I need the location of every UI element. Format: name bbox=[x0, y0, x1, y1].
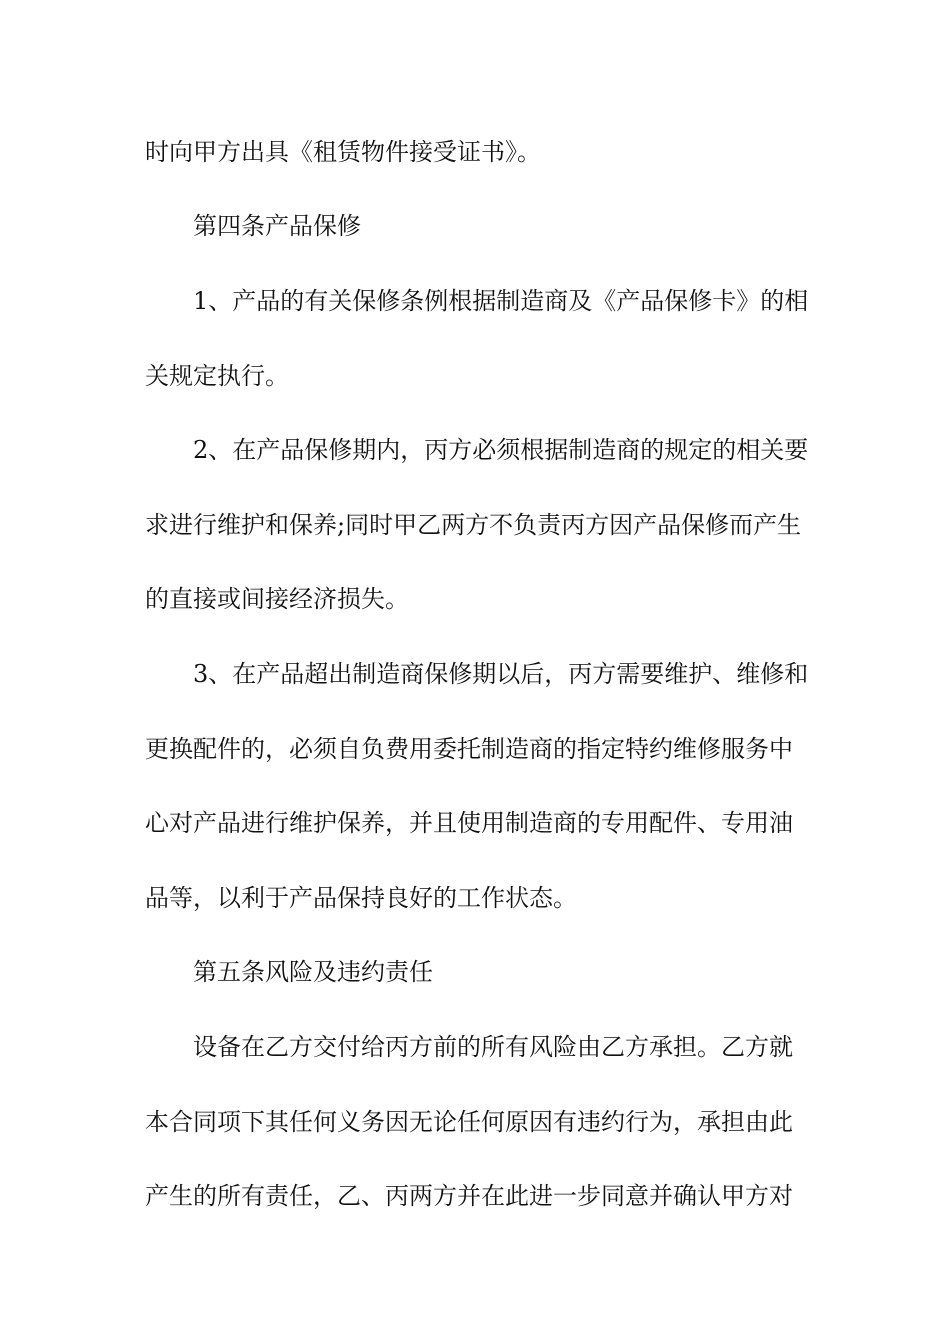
body-line: 的直接或间接经济损失。 bbox=[145, 585, 409, 613]
body-line: 设备在乙方交付给丙方前的所有风险由乙方承担。乙方就 bbox=[193, 1033, 793, 1061]
body-line: 时向甲方出具《租赁物件接受证书》。 bbox=[145, 138, 541, 166]
body-line: 求进行维护和保养;同时甲乙两方不负责丙方因产品保修而产生 bbox=[145, 511, 802, 539]
body-line: 产生的所有责任，乙、丙两方并在此进一步同意并确认甲方对 bbox=[145, 1182, 793, 1210]
section-heading: 第四条产品保修 bbox=[193, 212, 361, 240]
body-line: 关规定执行。 bbox=[145, 362, 289, 390]
body-line: 1、产品的有关保修条例根据制造商及《产品保修卡》的相 bbox=[193, 287, 809, 315]
body-line: 心对产品进行维护保养，并且使用制造商的专用配件、专用油 bbox=[145, 809, 793, 837]
body-line: 3、在产品超出制造商保修期以后，丙方需要维护、维修和 bbox=[193, 660, 809, 688]
section-heading: 第五条风险及违约责任 bbox=[193, 958, 433, 986]
body-line: 更换配件的，必须自负费用委托制造商的指定特约维修服务中 bbox=[145, 735, 793, 763]
body-line: 2、在产品保修期内，丙方必须根据制造商的规定的相关要 bbox=[193, 436, 809, 464]
body-line: 本合同项下其任何义务因无论任何原因有违约行为，承担由此 bbox=[145, 1108, 793, 1136]
body-line: 品等，以利于产品保持良好的工作状态。 bbox=[145, 884, 577, 912]
